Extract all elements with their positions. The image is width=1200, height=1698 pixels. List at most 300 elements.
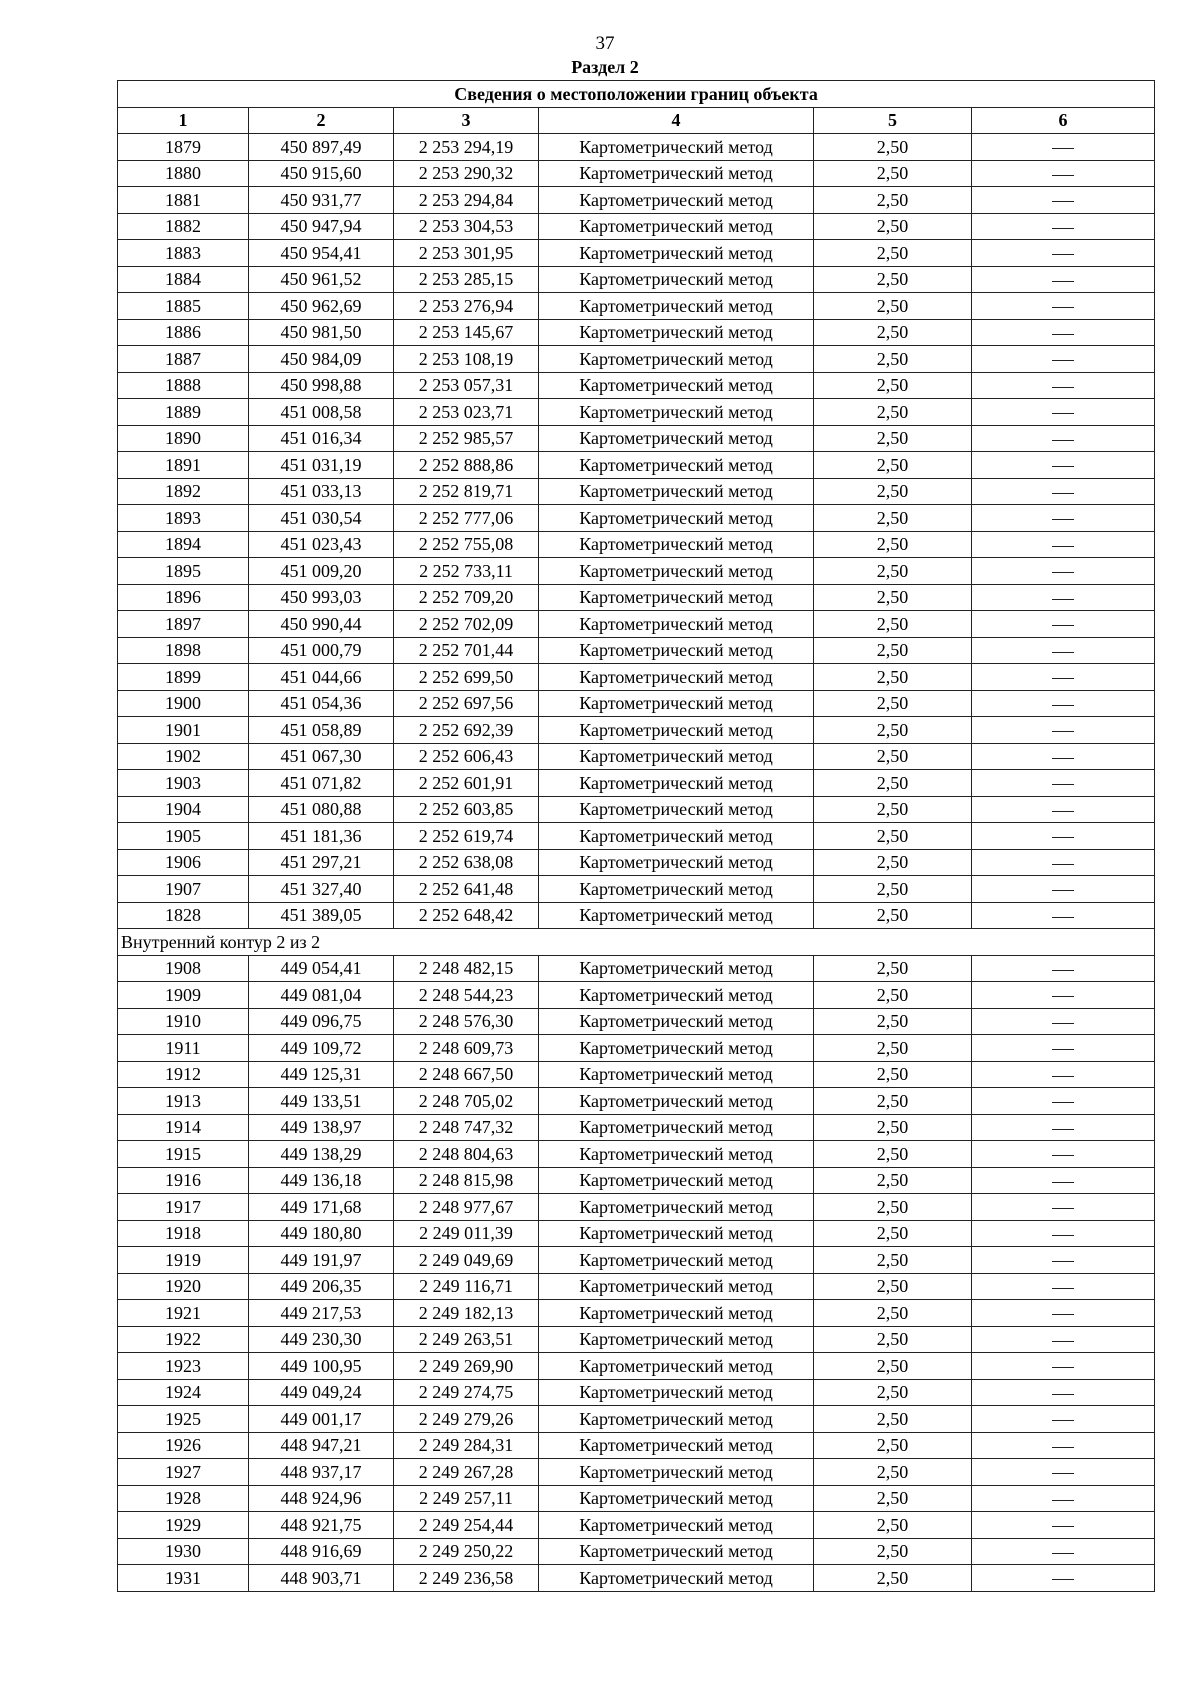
accuracy-cell: 2,50 [814, 1273, 972, 1300]
accuracy-cell: 2,50 [814, 1379, 972, 1406]
x-coordinate-cell: 450 961,52 [249, 266, 394, 293]
dash-mark [1052, 758, 1074, 759]
method-cell: Картометрический метод [539, 293, 814, 320]
y-coordinate-cell: 2 253 276,94 [394, 293, 539, 320]
method-cell: Картометрический метод [539, 1220, 814, 1247]
point-number-cell: 1924 [118, 1379, 249, 1406]
x-coordinate-cell: 451 016,34 [249, 425, 394, 452]
description-cell [972, 213, 1155, 240]
accuracy-cell: 2,50 [814, 558, 972, 585]
dash-mark [1052, 1314, 1074, 1315]
dash-mark [1052, 970, 1074, 971]
y-coordinate-cell: 2 252 606,43 [394, 743, 539, 770]
x-coordinate-cell: 449 138,97 [249, 1114, 394, 1141]
description-cell [972, 1300, 1155, 1327]
dash-mark [1052, 1288, 1074, 1289]
accuracy-cell: 2,50 [814, 690, 972, 717]
table-row [118, 611, 1155, 638]
description-cell [972, 955, 1155, 982]
method-cell: Картометрический метод [539, 187, 814, 214]
y-coordinate-cell: 2 249 284,31 [394, 1432, 539, 1459]
description-cell [972, 134, 1155, 161]
x-coordinate-cell: 451 031,19 [249, 452, 394, 479]
dash-mark [1052, 307, 1074, 308]
accuracy-cell: 2,50 [814, 399, 972, 426]
y-coordinate-cell: 2 248 815,98 [394, 1167, 539, 1194]
y-coordinate-cell: 2 252 619,74 [394, 823, 539, 850]
table-row [118, 187, 1155, 214]
y-coordinate-cell: 2 252 888,86 [394, 452, 539, 479]
method-cell: Картометрический метод [539, 1406, 814, 1433]
accuracy-cell: 2,50 [814, 1512, 972, 1539]
point-number-cell: 1887 [118, 346, 249, 373]
description-cell [972, 1167, 1155, 1194]
point-number-cell: 1886 [118, 319, 249, 346]
point-number-cell: 1926 [118, 1432, 249, 1459]
point-number-cell: 1883 [118, 240, 249, 267]
y-coordinate-cell: 2 248 747,32 [394, 1114, 539, 1141]
method-cell: Картометрический метод [539, 664, 814, 691]
x-coordinate-cell: 449 109,72 [249, 1035, 394, 1062]
description-cell [972, 743, 1155, 770]
y-coordinate-cell: 2 252 641,48 [394, 876, 539, 903]
x-coordinate-cell: 449 191,97 [249, 1247, 394, 1274]
table-caption-row [118, 81, 1155, 108]
dash-mark [1052, 440, 1074, 441]
point-number-cell: 1894 [118, 531, 249, 558]
method-cell: Картометрический метод [539, 266, 814, 293]
accuracy-cell: 2,50 [814, 187, 972, 214]
section-title: Раздел 2 [571, 57, 639, 77]
y-coordinate-cell: 2 249 267,28 [394, 1459, 539, 1486]
y-coordinate-cell: 2 253 294,19 [394, 134, 539, 161]
description-cell [972, 1406, 1155, 1433]
y-coordinate-cell: 2 249 011,39 [394, 1220, 539, 1247]
y-coordinate-cell: 2 248 482,15 [394, 955, 539, 982]
table-row [118, 796, 1155, 823]
y-coordinate-cell: 2 249 254,44 [394, 1512, 539, 1539]
point-number-cell: 1923 [118, 1353, 249, 1380]
description-cell [972, 664, 1155, 691]
method-cell: Картометрический метод [539, 1459, 814, 1486]
dash-mark [1052, 1500, 1074, 1501]
point-number-cell: 1912 [118, 1061, 249, 1088]
method-cell: Картометрический метод [539, 1035, 814, 1062]
x-coordinate-cell: 449 180,80 [249, 1220, 394, 1247]
accuracy-cell: 2,50 [814, 266, 972, 293]
accuracy-cell: 2,50 [814, 823, 972, 850]
accuracy-cell: 2,50 [814, 876, 972, 903]
point-number-cell: 1921 [118, 1300, 249, 1327]
method-cell: Картометрический метод [539, 1538, 814, 1565]
description-cell [972, 478, 1155, 505]
x-coordinate-cell: 451 067,30 [249, 743, 394, 770]
table-row [118, 425, 1155, 452]
method-cell: Картометрический метод [539, 1512, 814, 1539]
table-row [118, 1326, 1155, 1353]
y-coordinate-cell: 2 252 648,42 [394, 902, 539, 929]
accuracy-cell: 2,50 [814, 664, 972, 691]
point-number-cell: 1902 [118, 743, 249, 770]
x-coordinate-cell: 449 081,04 [249, 982, 394, 1009]
table-row [118, 531, 1155, 558]
dash-mark [1052, 1473, 1074, 1474]
x-coordinate-cell: 451 009,20 [249, 558, 394, 585]
x-coordinate-cell: 448 937,17 [249, 1459, 394, 1486]
accuracy-cell: 2,50 [814, 796, 972, 823]
dash-mark [1052, 1420, 1074, 1421]
dash-mark [1052, 519, 1074, 520]
x-coordinate-cell: 451 008,58 [249, 399, 394, 426]
table-row [118, 690, 1155, 717]
table-row [118, 1220, 1155, 1247]
dash-mark [1052, 917, 1074, 918]
x-coordinate-cell: 451 071,82 [249, 770, 394, 797]
y-coordinate-cell: 2 252 601,91 [394, 770, 539, 797]
method-cell: Картометрический метод [539, 1379, 814, 1406]
dash-mark [1052, 1102, 1074, 1103]
table-row [118, 1432, 1155, 1459]
table-row [118, 505, 1155, 532]
x-coordinate-cell: 451 327,40 [249, 876, 394, 903]
table-row [118, 1167, 1155, 1194]
table-row [118, 1459, 1155, 1486]
description-cell [972, 1273, 1155, 1300]
point-number-cell: 1904 [118, 796, 249, 823]
method-cell: Картометрический метод [539, 1353, 814, 1380]
method-cell: Картометрический метод [539, 770, 814, 797]
description-cell [972, 876, 1155, 903]
dash-mark [1052, 625, 1074, 626]
method-cell: Картометрический метод [539, 1565, 814, 1592]
x-coordinate-cell: 449 230,30 [249, 1326, 394, 1353]
table-row [118, 1088, 1155, 1115]
description-cell [972, 346, 1155, 373]
column-header: 3 [394, 107, 539, 134]
description-cell [972, 849, 1155, 876]
y-coordinate-cell: 2 253 057,31 [394, 372, 539, 399]
method-cell: Картометрический метод [539, 1194, 814, 1221]
table-row [118, 876, 1155, 903]
boundary-coordinates-table [117, 80, 1155, 1592]
y-coordinate-cell: 2 253 304,53 [394, 213, 539, 240]
method-cell: Картометрический метод [539, 452, 814, 479]
method-cell: Картометрический метод [539, 160, 814, 187]
method-cell: Картометрический метод [539, 876, 814, 903]
point-number-cell: 1885 [118, 293, 249, 320]
accuracy-cell: 2,50 [814, 982, 972, 1009]
point-number-cell: 1930 [118, 1538, 249, 1565]
description-cell [972, 902, 1155, 929]
column-header: 4 [539, 107, 814, 134]
method-cell: Картометрический метод [539, 399, 814, 426]
column-header: 5 [814, 107, 972, 134]
y-coordinate-cell: 2 253 285,15 [394, 266, 539, 293]
point-number-cell: 1916 [118, 1167, 249, 1194]
table-row [118, 319, 1155, 346]
x-coordinate-cell: 450 931,77 [249, 187, 394, 214]
accuracy-cell: 2,50 [814, 505, 972, 532]
x-coordinate-cell: 449 217,53 [249, 1300, 394, 1327]
x-coordinate-cell: 450 984,09 [249, 346, 394, 373]
accuracy-cell: 2,50 [814, 425, 972, 452]
y-coordinate-cell: 2 249 049,69 [394, 1247, 539, 1274]
dash-mark [1052, 1579, 1074, 1580]
x-coordinate-cell: 450 990,44 [249, 611, 394, 638]
description-cell [972, 372, 1155, 399]
dash-mark [1052, 837, 1074, 838]
accuracy-cell: 2,50 [814, 1220, 972, 1247]
point-number-cell: 1900 [118, 690, 249, 717]
method-cell: Картометрический метод [539, 1485, 814, 1512]
accuracy-cell: 2,50 [814, 717, 972, 744]
accuracy-cell: 2,50 [814, 1061, 972, 1088]
accuracy-cell: 2,50 [814, 1432, 972, 1459]
y-coordinate-cell: 2 252 819,71 [394, 478, 539, 505]
table-row [118, 770, 1155, 797]
table-row [118, 160, 1155, 187]
dash-mark [1052, 1341, 1074, 1342]
table-row [118, 1141, 1155, 1168]
method-cell: Картометрический метод [539, 372, 814, 399]
point-number-cell: 1922 [118, 1326, 249, 1353]
method-cell: Картометрический метод [539, 134, 814, 161]
point-number-cell: 1895 [118, 558, 249, 585]
x-coordinate-cell: 451 181,36 [249, 823, 394, 850]
x-coordinate-cell: 449 096,75 [249, 1008, 394, 1035]
dash-mark [1052, 890, 1074, 891]
point-number-cell: 1918 [118, 1220, 249, 1247]
point-number-cell: 1925 [118, 1406, 249, 1433]
dash-mark [1052, 254, 1074, 255]
dash-mark [1052, 1235, 1074, 1236]
column-header: 1 [118, 107, 249, 134]
x-coordinate-cell: 451 023,43 [249, 531, 394, 558]
dash-mark [1052, 864, 1074, 865]
point-number-cell: 1888 [118, 372, 249, 399]
description-cell [972, 160, 1155, 187]
description-cell [972, 293, 1155, 320]
point-number-cell: 1897 [118, 611, 249, 638]
dash-mark [1052, 731, 1074, 732]
dash-mark [1052, 201, 1074, 202]
x-coordinate-cell: 451 389,05 [249, 902, 394, 929]
accuracy-cell: 2,50 [814, 160, 972, 187]
accuracy-cell: 2,50 [814, 452, 972, 479]
dash-mark [1052, 996, 1074, 997]
point-number-cell: 1898 [118, 637, 249, 664]
point-number-cell: 1903 [118, 770, 249, 797]
y-coordinate-cell: 2 248 609,73 [394, 1035, 539, 1062]
y-coordinate-cell: 2 249 257,11 [394, 1485, 539, 1512]
dash-mark [1052, 360, 1074, 361]
method-cell: Картометрический метод [539, 1273, 814, 1300]
x-coordinate-cell: 449 049,24 [249, 1379, 394, 1406]
x-coordinate-cell: 451 058,89 [249, 717, 394, 744]
point-number-cell: 1913 [118, 1088, 249, 1115]
y-coordinate-cell: 2 252 697,56 [394, 690, 539, 717]
point-number-cell: 1906 [118, 849, 249, 876]
y-coordinate-cell: 2 252 701,44 [394, 637, 539, 664]
method-cell: Картометрический метод [539, 1167, 814, 1194]
point-number-cell: 1890 [118, 425, 249, 452]
point-number-cell: 1907 [118, 876, 249, 903]
x-coordinate-cell: 449 001,17 [249, 1406, 394, 1433]
y-coordinate-cell: 2 252 985,57 [394, 425, 539, 452]
dash-mark [1052, 1155, 1074, 1156]
table-row [118, 584, 1155, 611]
point-number-cell: 1915 [118, 1141, 249, 1168]
method-cell: Картометрический метод [539, 955, 814, 982]
x-coordinate-cell: 450 897,49 [249, 134, 394, 161]
table-row [118, 955, 1155, 982]
table-row [118, 1538, 1155, 1565]
accuracy-cell: 2,50 [814, 1088, 972, 1115]
x-coordinate-cell: 449 133,51 [249, 1088, 394, 1115]
y-coordinate-cell: 2 253 023,71 [394, 399, 539, 426]
y-coordinate-cell: 2 248 804,63 [394, 1141, 539, 1168]
x-coordinate-cell: 449 136,18 [249, 1167, 394, 1194]
point-number-cell: 1929 [118, 1512, 249, 1539]
description-cell [972, 266, 1155, 293]
accuracy-cell: 2,50 [814, 1326, 972, 1353]
table-row [118, 1194, 1155, 1221]
description-cell [972, 187, 1155, 214]
method-cell: Картометрический метод [539, 478, 814, 505]
y-coordinate-cell: 2 249 279,26 [394, 1406, 539, 1433]
point-number-cell: 1896 [118, 584, 249, 611]
y-coordinate-cell: 2 248 977,67 [394, 1194, 539, 1221]
y-coordinate-cell: 2 253 294,84 [394, 187, 539, 214]
description-cell [972, 637, 1155, 664]
table-row [118, 134, 1155, 161]
y-coordinate-cell: 2 249 263,51 [394, 1326, 539, 1353]
description-cell [972, 425, 1155, 452]
x-coordinate-cell: 451 054,36 [249, 690, 394, 717]
description-cell [972, 611, 1155, 638]
x-coordinate-cell: 448 947,21 [249, 1432, 394, 1459]
accuracy-cell: 2,50 [814, 1167, 972, 1194]
x-coordinate-cell: 451 044,66 [249, 664, 394, 691]
dash-mark [1052, 1076, 1074, 1077]
x-coordinate-cell: 450 962,69 [249, 293, 394, 320]
dash-mark [1052, 811, 1074, 812]
table-row [118, 717, 1155, 744]
table-row [118, 1247, 1155, 1274]
table-row [118, 823, 1155, 850]
point-number-cell: 1920 [118, 1273, 249, 1300]
description-cell [972, 1432, 1155, 1459]
description-cell [972, 399, 1155, 426]
accuracy-cell: 2,50 [814, 1300, 972, 1327]
accuracy-cell: 2,50 [814, 1035, 972, 1062]
description-cell [972, 1485, 1155, 1512]
point-number-cell: 1917 [118, 1194, 249, 1221]
method-cell: Картометрический метод [539, 558, 814, 585]
x-coordinate-cell: 449 100,95 [249, 1353, 394, 1380]
description-cell [972, 584, 1155, 611]
dash-mark [1052, 1261, 1074, 1262]
point-number-cell: 1892 [118, 478, 249, 505]
accuracy-cell: 2,50 [814, 1247, 972, 1274]
point-number-cell: 1901 [118, 717, 249, 744]
dash-mark [1052, 599, 1074, 600]
method-cell: Картометрический метод [539, 823, 814, 850]
y-coordinate-cell: 2 249 116,71 [394, 1273, 539, 1300]
table-row [118, 293, 1155, 320]
y-coordinate-cell: 2 249 182,13 [394, 1300, 539, 1327]
y-coordinate-cell: 2 252 733,11 [394, 558, 539, 585]
y-coordinate-cell: 2 252 638,08 [394, 849, 539, 876]
y-coordinate-cell: 2 253 301,95 [394, 240, 539, 267]
dash-mark [1052, 493, 1074, 494]
point-number-cell: 1881 [118, 187, 249, 214]
dash-mark [1052, 466, 1074, 467]
description-cell [972, 1512, 1155, 1539]
method-cell: Картометрический метод [539, 1247, 814, 1274]
y-coordinate-cell: 2 252 777,06 [394, 505, 539, 532]
table-caption: Сведения о местоположении границ объекта [118, 81, 1155, 108]
dash-mark [1052, 1208, 1074, 1209]
point-number-cell: 1880 [118, 160, 249, 187]
table-row [118, 372, 1155, 399]
description-cell [972, 1141, 1155, 1168]
table-row [118, 558, 1155, 585]
description-cell [972, 690, 1155, 717]
point-number-cell: 1891 [118, 452, 249, 479]
method-cell: Картометрический метод [539, 743, 814, 770]
point-number-cell: 1919 [118, 1247, 249, 1274]
table-row [118, 266, 1155, 293]
point-number-cell: 1905 [118, 823, 249, 850]
table-row [118, 1485, 1155, 1512]
dash-mark [1052, 1394, 1074, 1395]
column-header: 2 [249, 107, 394, 134]
x-coordinate-cell: 449 206,35 [249, 1273, 394, 1300]
description-cell [972, 1035, 1155, 1062]
point-number-cell: 1928 [118, 1485, 249, 1512]
point-number-cell: 1899 [118, 664, 249, 691]
x-coordinate-cell: 450 981,50 [249, 319, 394, 346]
point-number-cell: 1911 [118, 1035, 249, 1062]
point-number-cell: 1882 [118, 213, 249, 240]
accuracy-cell: 2,50 [814, 637, 972, 664]
y-coordinate-cell: 2 253 108,19 [394, 346, 539, 373]
accuracy-cell: 2,50 [814, 346, 972, 373]
dash-mark [1052, 334, 1074, 335]
method-cell: Картометрический метод [539, 1114, 814, 1141]
dash-mark [1052, 678, 1074, 679]
method-cell: Картометрический метод [539, 717, 814, 744]
x-coordinate-cell: 448 903,71 [249, 1565, 394, 1592]
accuracy-cell: 2,50 [814, 1565, 972, 1592]
x-coordinate-cell: 448 921,75 [249, 1512, 394, 1539]
y-coordinate-cell: 2 248 705,02 [394, 1088, 539, 1115]
y-coordinate-cell: 2 249 274,75 [394, 1379, 539, 1406]
point-number-cell: 1884 [118, 266, 249, 293]
accuracy-cell: 2,50 [814, 293, 972, 320]
description-cell [972, 1538, 1155, 1565]
y-coordinate-cell: 2 253 145,67 [394, 319, 539, 346]
method-cell: Картометрический метод [539, 240, 814, 267]
accuracy-cell: 2,50 [814, 240, 972, 267]
x-coordinate-cell: 449 125,31 [249, 1061, 394, 1088]
accuracy-cell: 2,50 [814, 372, 972, 399]
method-cell: Картометрический метод [539, 1141, 814, 1168]
table-row [118, 1008, 1155, 1035]
point-number-cell: 1879 [118, 134, 249, 161]
contour-row [118, 929, 1155, 956]
